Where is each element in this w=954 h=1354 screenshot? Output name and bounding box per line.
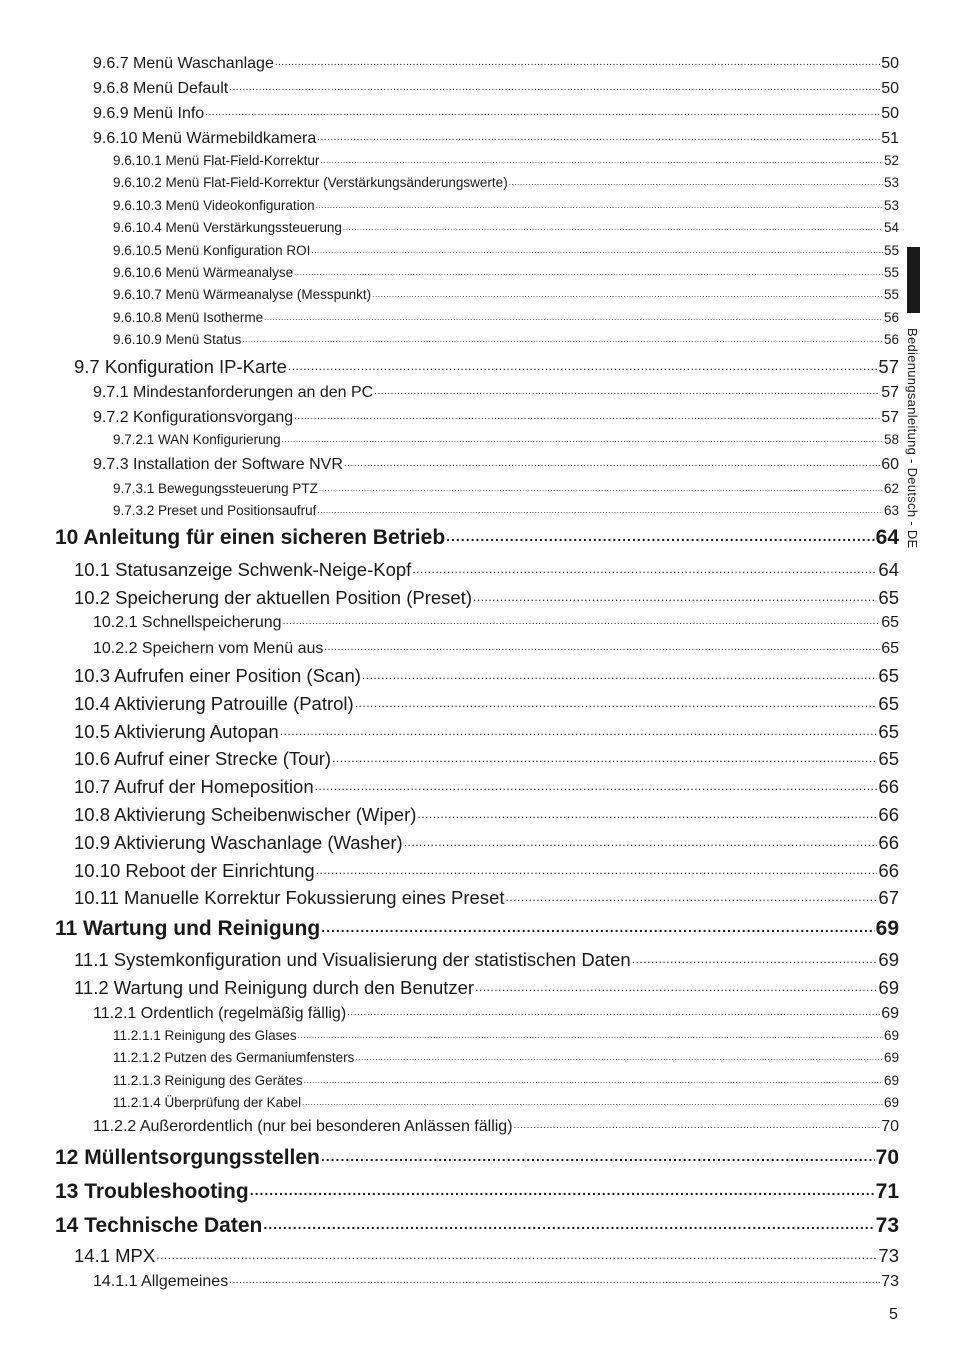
- toc-entry-title: 9.6.10.7 Menü Wärmeanalyse (Messpunkt): [113, 286, 372, 302]
- toc-entry-page: 65: [878, 720, 899, 742]
- toc-entry-title: 11 Wartung und Reinigung: [55, 917, 321, 940]
- toc-entry[interactable]: [93, 127, 899, 148]
- toc-entry-page: 65: [881, 640, 899, 657]
- dot-leader: [294, 263, 883, 277]
- toc-entry-title: 9.6.10.2 Menü Flat-Field-Korrektur (Verstärkungsänderungswerte): [113, 174, 508, 190]
- dot-leader: [316, 196, 883, 210]
- toc-entry-page: 69: [883, 1094, 899, 1110]
- dot-leader: [263, 1211, 874, 1232]
- toc-entry[interactable]: [113, 1026, 899, 1043]
- dot-leader: [417, 802, 877, 821]
- toc-entry-page: 64: [878, 558, 899, 580]
- toc-entry-page: 56: [883, 309, 899, 325]
- toc-entry[interactable]: [74, 719, 899, 743]
- toc-entry-page: 62: [883, 480, 899, 496]
- dot-leader: [156, 1243, 877, 1262]
- toc-entry-title: 11.2.1.3 Reinigung des Gerätes: [113, 1072, 303, 1088]
- toc-entry[interactable]: [55, 914, 899, 941]
- toc-entry-title: 10.2 Speicherung der aktuellen Position (Preset): [74, 586, 472, 608]
- toc-entry[interactable]: [113, 173, 899, 190]
- dot-leader: [242, 330, 883, 344]
- toc-entry[interactable]: [113, 1071, 899, 1088]
- toc-entry-title: 10.4 Aktivierung Patrouille (Patrol): [74, 692, 354, 714]
- toc-entry-title: 10.10 Reboot der Einrichtung: [74, 859, 315, 881]
- toc-entry-page: 73: [878, 1244, 899, 1266]
- toc-entry-title: 10.9 Aktivierung Waschanlage (Washer): [74, 831, 403, 853]
- toc-entry-page: 55: [883, 264, 899, 280]
- dot-leader: [205, 102, 880, 118]
- side-label: Bedienungsanleitung - Deutsch - DE: [905, 328, 920, 549]
- toc-entry[interactable]: [93, 1270, 899, 1291]
- dot-leader: [404, 830, 878, 849]
- toc-entry-title: 14 Technische Daten: [55, 1214, 263, 1237]
- dot-leader: [506, 885, 878, 904]
- toc-entry-title: 9.7.3.1 Bewegungssteuerung PTZ: [113, 480, 318, 496]
- toc-entry[interactable]: [113, 151, 899, 168]
- toc-entry[interactable]: [93, 1115, 899, 1136]
- toc-entry[interactable]: [113, 1048, 899, 1065]
- toc-entry-title: 9.6.10.5 Menü Konfiguration ROI: [113, 242, 311, 258]
- toc-entry-page: 58: [883, 431, 899, 447]
- toc-entry[interactable]: [113, 308, 899, 325]
- toc-entry[interactable]: [74, 830, 899, 854]
- toc-entry-title: 10.5 Aktivierung Autopan: [74, 720, 279, 742]
- toc-entry-title: 9.6.10.3 Menü Videokonfiguration: [113, 197, 315, 213]
- dot-leader: [344, 453, 880, 469]
- dot-leader: [319, 479, 883, 493]
- toc-entry-title: 10.2.2 Speichern vom Menü aus: [93, 640, 324, 657]
- toc-entry[interactable]: [113, 241, 899, 258]
- toc-entry-title: 9.7.3.2 Preset und Positionsaufruf: [113, 502, 317, 518]
- toc-entry-page: 65: [878, 692, 899, 714]
- toc-entry-title: 12 Müllentsorgungsstellen: [55, 1146, 320, 1169]
- toc-entry-page: 65: [878, 586, 899, 608]
- toc-entry-page: 69: [883, 1072, 899, 1088]
- toc-entry-title: 9.6.10.4 Menü Verstärkungssteuerung: [113, 219, 342, 235]
- dot-leader: [473, 585, 877, 604]
- dot-leader: [264, 308, 883, 322]
- toc-entry-page: 65: [881, 614, 899, 631]
- toc-entry-page: 54: [883, 219, 899, 235]
- dot-leader: [446, 523, 875, 544]
- toc-entry[interactable]: [74, 354, 899, 378]
- toc-entry[interactable]: [113, 430, 899, 447]
- toc-entry-page: 66: [878, 859, 899, 881]
- toc-entry-title: 11.2.1.2 Putzen des Germaniumfensters: [113, 1049, 355, 1065]
- toc-entry-title: 10.11 Manuelle Korrektur Fokussierung eines Preset: [74, 886, 505, 908]
- toc-entry-page: 69: [881, 1005, 899, 1022]
- toc-entry-page: 69: [875, 917, 899, 940]
- dot-leader: [509, 173, 883, 187]
- section-tab-marker: [907, 247, 920, 313]
- toc-entry-title: 10.7 Aufruf der Homeposition: [74, 775, 314, 797]
- toc-entry-page: 60: [881, 456, 899, 473]
- toc-entry-page: 71: [875, 1180, 899, 1203]
- toc-entry-title: 9.7.2.1 WAN Konfigurierung: [113, 431, 281, 447]
- toc-entry-page: 65: [878, 747, 899, 769]
- toc-entry-title: 10.1 Statusanzeige Schwenk-Neige-Kopf: [74, 558, 412, 580]
- dot-leader: [372, 285, 883, 299]
- toc-entry-title: 9.6.10.1 Menü Flat-Field-Korrektur: [113, 152, 320, 168]
- dot-leader: [321, 1143, 875, 1164]
- toc-entry[interactable]: [74, 858, 899, 882]
- dot-leader: [412, 557, 877, 576]
- dot-leader: [324, 637, 880, 653]
- toc-entry[interactable]: [93, 406, 899, 427]
- toc-entry-title: 9.6.8 Menü Default: [93, 80, 229, 97]
- toc-entry-title: 14.1.1 Allgemeines: [93, 1273, 229, 1290]
- dot-leader: [317, 501, 883, 515]
- toc-entry-page: 65: [878, 664, 899, 686]
- toc-entry-title: 9.7.1 Mindestanforderungen an den PC: [93, 384, 374, 401]
- toc-entry-page: 73: [881, 1273, 899, 1290]
- toc-entry[interactable]: [55, 523, 899, 550]
- toc-entry-title: 9.6.10.9 Menü Status: [113, 331, 242, 347]
- toc-entry[interactable]: [74, 802, 899, 826]
- toc-entry-title: 11.2.1.4 Überprüfung der Kabel: [113, 1094, 302, 1110]
- toc-entry-title: 11.1 Systemkonfiguration und Visualisierung der statistischen Daten: [74, 948, 631, 970]
- toc-entry-page: 63: [883, 502, 899, 518]
- toc-entry[interactable]: [93, 381, 899, 402]
- dot-leader: [282, 430, 883, 444]
- toc-entry[interactable]: [93, 453, 899, 474]
- dot-leader: [632, 947, 878, 966]
- dot-leader: [304, 1071, 883, 1085]
- toc-entry[interactable]: [113, 330, 899, 347]
- toc-entry[interactable]: [74, 1243, 899, 1267]
- dot-leader: [250, 1177, 875, 1198]
- toc-entry-page: 69: [883, 1049, 899, 1065]
- dot-leader: [475, 975, 877, 994]
- toc-entry[interactable]: [93, 1002, 899, 1023]
- toc-entry-page: 57: [881, 384, 899, 401]
- toc-entry-title: 11.2 Wartung und Reinigung durch den Benutzer: [74, 976, 475, 998]
- dot-leader: [320, 151, 883, 165]
- toc-entry[interactable]: [74, 746, 899, 770]
- dot-leader: [288, 354, 878, 373]
- toc-entry-page: 66: [878, 831, 899, 853]
- dot-leader: [355, 691, 878, 710]
- toc-entry-page: 50: [881, 80, 899, 97]
- toc-entry-title: 9.7.3 Installation der Software NVR: [93, 456, 343, 473]
- toc-entry-page: 69: [878, 976, 899, 998]
- toc-entry[interactable]: [74, 885, 899, 909]
- dot-leader: [311, 241, 883, 255]
- toc-entry-title: 10.8 Aktivierung Scheibenwischer (Wiper): [74, 803, 417, 825]
- toc-entry-page: 57: [881, 409, 899, 426]
- dot-leader: [332, 746, 877, 765]
- dot-leader: [298, 1026, 883, 1040]
- toc-entry-page: 55: [883, 242, 899, 258]
- toc-entry-page: 53: [883, 197, 899, 213]
- toc-entry-page: 70: [875, 1146, 899, 1169]
- dot-leader: [316, 858, 878, 877]
- toc-entry-page: 50: [881, 55, 899, 72]
- toc-entry[interactable]: [74, 663, 899, 687]
- dot-leader: [514, 1115, 881, 1131]
- toc-entry-title: 10.6 Aufruf einer Strecke (Tour): [74, 747, 332, 769]
- toc-entry-page: 56: [883, 331, 899, 347]
- toc-entry[interactable]: [93, 637, 899, 658]
- toc-entry[interactable]: [113, 1093, 899, 1110]
- dot-leader: [321, 914, 874, 935]
- dot-leader: [374, 381, 880, 397]
- toc-entry-page: 57: [878, 355, 899, 377]
- toc-entry[interactable]: [74, 947, 899, 971]
- dot-leader: [317, 127, 880, 143]
- toc-entry-page: 50: [881, 105, 899, 122]
- toc-entry[interactable]: [93, 52, 899, 73]
- toc-entry-title: 10.3 Aufrufen einer Position (Scan): [74, 664, 361, 686]
- toc-entry-page: 55: [883, 286, 899, 302]
- dot-leader: [280, 719, 878, 738]
- toc-entry-title: 10.2.1 Schnellspeicherung: [93, 614, 282, 631]
- toc-entry[interactable]: [93, 611, 899, 632]
- dot-leader: [294, 406, 880, 422]
- toc-entry[interactable]: [74, 691, 899, 715]
- toc-entry-page: 66: [878, 803, 899, 825]
- toc-entry[interactable]: [74, 557, 899, 581]
- toc-entry-title: 14.1 MPX: [74, 1244, 156, 1266]
- toc-entry[interactable]: [74, 774, 899, 798]
- dot-leader: [362, 663, 878, 682]
- toc-entry-page: 70: [881, 1118, 899, 1135]
- toc-entry[interactable]: [113, 196, 899, 213]
- page-number: 5: [889, 1306, 898, 1323]
- toc-entry-page: 69: [878, 948, 899, 970]
- toc-entry-title: 9.6.9 Menü Info: [93, 105, 205, 122]
- toc-entry-page: 66: [878, 775, 899, 797]
- dot-leader: [229, 77, 880, 93]
- toc-entry[interactable]: [93, 102, 899, 123]
- toc-entry[interactable]: [113, 479, 899, 496]
- toc-entry[interactable]: [55, 1211, 899, 1238]
- toc-entry-title: 11.2.1.1 Reinigung des Glases: [113, 1027, 297, 1043]
- toc-entry-page: 69: [883, 1027, 899, 1043]
- dot-leader: [343, 218, 883, 232]
- toc-entry-title: 11.2.1 Ordentlich (regelmäßig fällig): [93, 1005, 347, 1022]
- toc-entry-page: 52: [883, 152, 899, 168]
- dot-leader: [275, 52, 880, 68]
- toc-entry-title: 11.2.2 Außerordentlich (nur bei besonderen Anlässen fällig): [93, 1118, 513, 1135]
- toc-entry-title: 9.7.2 Konfigurationsvorgang: [93, 409, 294, 426]
- toc-entry[interactable]: [113, 501, 899, 518]
- dot-leader: [283, 611, 881, 627]
- toc-entry-title: 9.6.7 Menü Waschanlage: [93, 55, 274, 72]
- toc-entry-page: 53: [883, 174, 899, 190]
- toc-entry[interactable]: [113, 285, 899, 302]
- toc-entry-title: 9.6.10.6 Menü Wärmeanalyse: [113, 264, 294, 280]
- toc-entry-page: 51: [881, 130, 899, 147]
- dot-leader: [315, 774, 878, 793]
- toc-entry-title: 9.6.10.8 Menü Isotherme: [113, 309, 264, 325]
- toc-entry[interactable]: [74, 585, 899, 609]
- toc-entry-title: 13 Troubleshooting: [55, 1180, 249, 1203]
- toc-entry-title: 9.6.10 Menü Wärmebildkamera: [93, 130, 317, 147]
- dot-leader: [355, 1048, 883, 1062]
- dot-leader: [302, 1093, 883, 1107]
- toc-entry-page: 67: [878, 886, 899, 908]
- toc-entry[interactable]: [113, 218, 899, 235]
- toc-entry-title: 10 Anleitung für einen sicheren Betrieb: [55, 526, 446, 549]
- toc-entry[interactable]: [55, 1177, 899, 1204]
- toc-entry-page: 64: [875, 526, 899, 549]
- toc-entry-page: 73: [875, 1214, 899, 1237]
- dot-leader: [347, 1002, 880, 1018]
- dot-leader: [229, 1270, 880, 1286]
- toc-entry-title: 9.7 Konfiguration IP-Karte: [74, 355, 287, 377]
- toc-entry[interactable]: [113, 263, 899, 280]
- toc-entry[interactable]: [55, 1143, 899, 1170]
- toc-entry[interactable]: [93, 77, 899, 98]
- toc-entry[interactable]: [74, 975, 899, 999]
